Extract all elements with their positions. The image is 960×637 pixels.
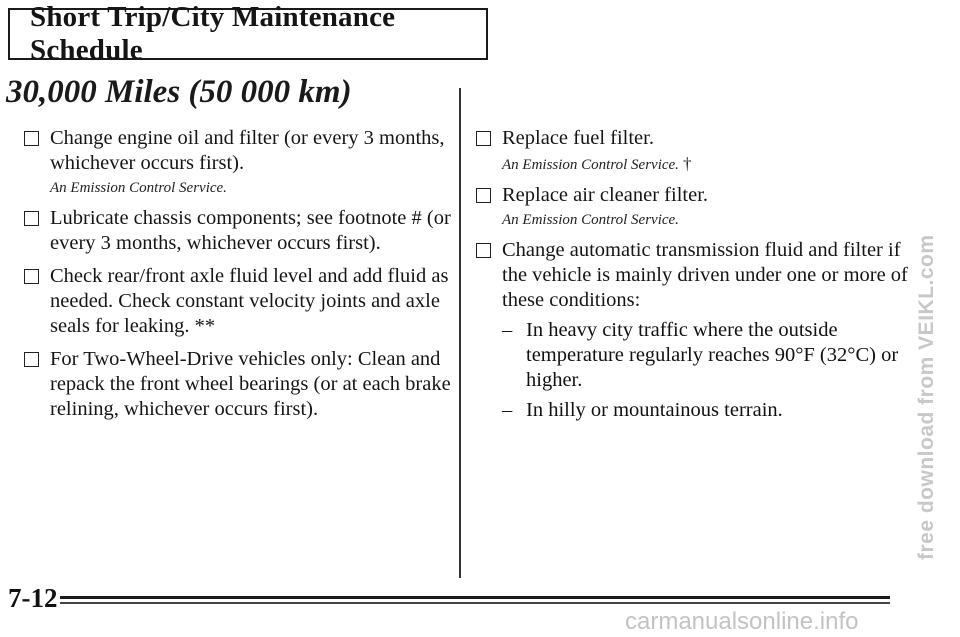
side-watermark: free download from VEIKL.com [915,234,938,560]
item-note: An Emission Control Service. [502,212,679,228]
checkbox-icon [476,188,491,203]
item-note: An Emission Control Service. [50,180,227,196]
footer-rule-thin [60,602,890,604]
checklist-item [476,126,916,175]
sub-list-item [502,398,916,423]
checklist-item [24,206,454,256]
note-text: An Emission Control Service. [502,157,679,173]
checklist-item [24,347,454,422]
checkbox-icon [24,352,39,367]
checkbox-icon [24,269,39,284]
item-text: For Two-Wheel-Drive vehicles only: Clean and repack the front wheel bearings (or at each brake relining, whichever occurs first). [50,348,451,420]
dash-bullet: – [502,399,513,421]
section-title: 30,000 Miles (50 000 km) [6,74,352,110]
item-text: Replace air cleaner filter. [502,184,709,206]
page-number: 7-12 [8,583,58,613]
checklist-item [24,126,454,198]
checkbox-icon [24,131,39,146]
dash-bullet: – [502,319,513,341]
dagger-symbol: † [682,154,692,173]
checkbox-icon [476,131,491,146]
bottom-watermark: carmanualsonline.info [625,608,859,635]
item-text: Check rear/front axle fluid level and add fluid as needed. Check constant velocity joints and axle seals for leaking. ** [50,265,449,337]
page-title: Short Trip/City Maintenance Schedule [30,1,396,66]
sub-item-text: In hilly or mountainous terrain. [526,399,783,421]
checklist-item [476,183,916,230]
checkbox-icon [476,243,491,258]
column-divider [459,88,461,578]
item-text: Replace fuel filter. [502,127,654,149]
header-box [8,1,488,66]
checkbox-icon [24,211,39,226]
checklist-item [476,238,916,423]
right-column [476,126,916,431]
sub-list-item [502,318,916,393]
sub-item-text: In heavy city traffic where the outside temperature regularly reaches 90°F (32°C) or higher. [526,319,899,391]
item-text: Change engine oil and filter (or every 3 months, whichever occurs first). [50,127,445,174]
footer-rule [60,596,890,599]
checklist-item [24,264,454,339]
left-column [24,126,454,430]
item-text: Lubricate chassis components; see footnote # (or every 3 months, whichever occurs first). [50,207,451,254]
item-text: Change automatic transmission fluid and filter if the vehicle is mainly driven under one or more of these conditions: [502,239,908,311]
item-note [502,154,916,175]
